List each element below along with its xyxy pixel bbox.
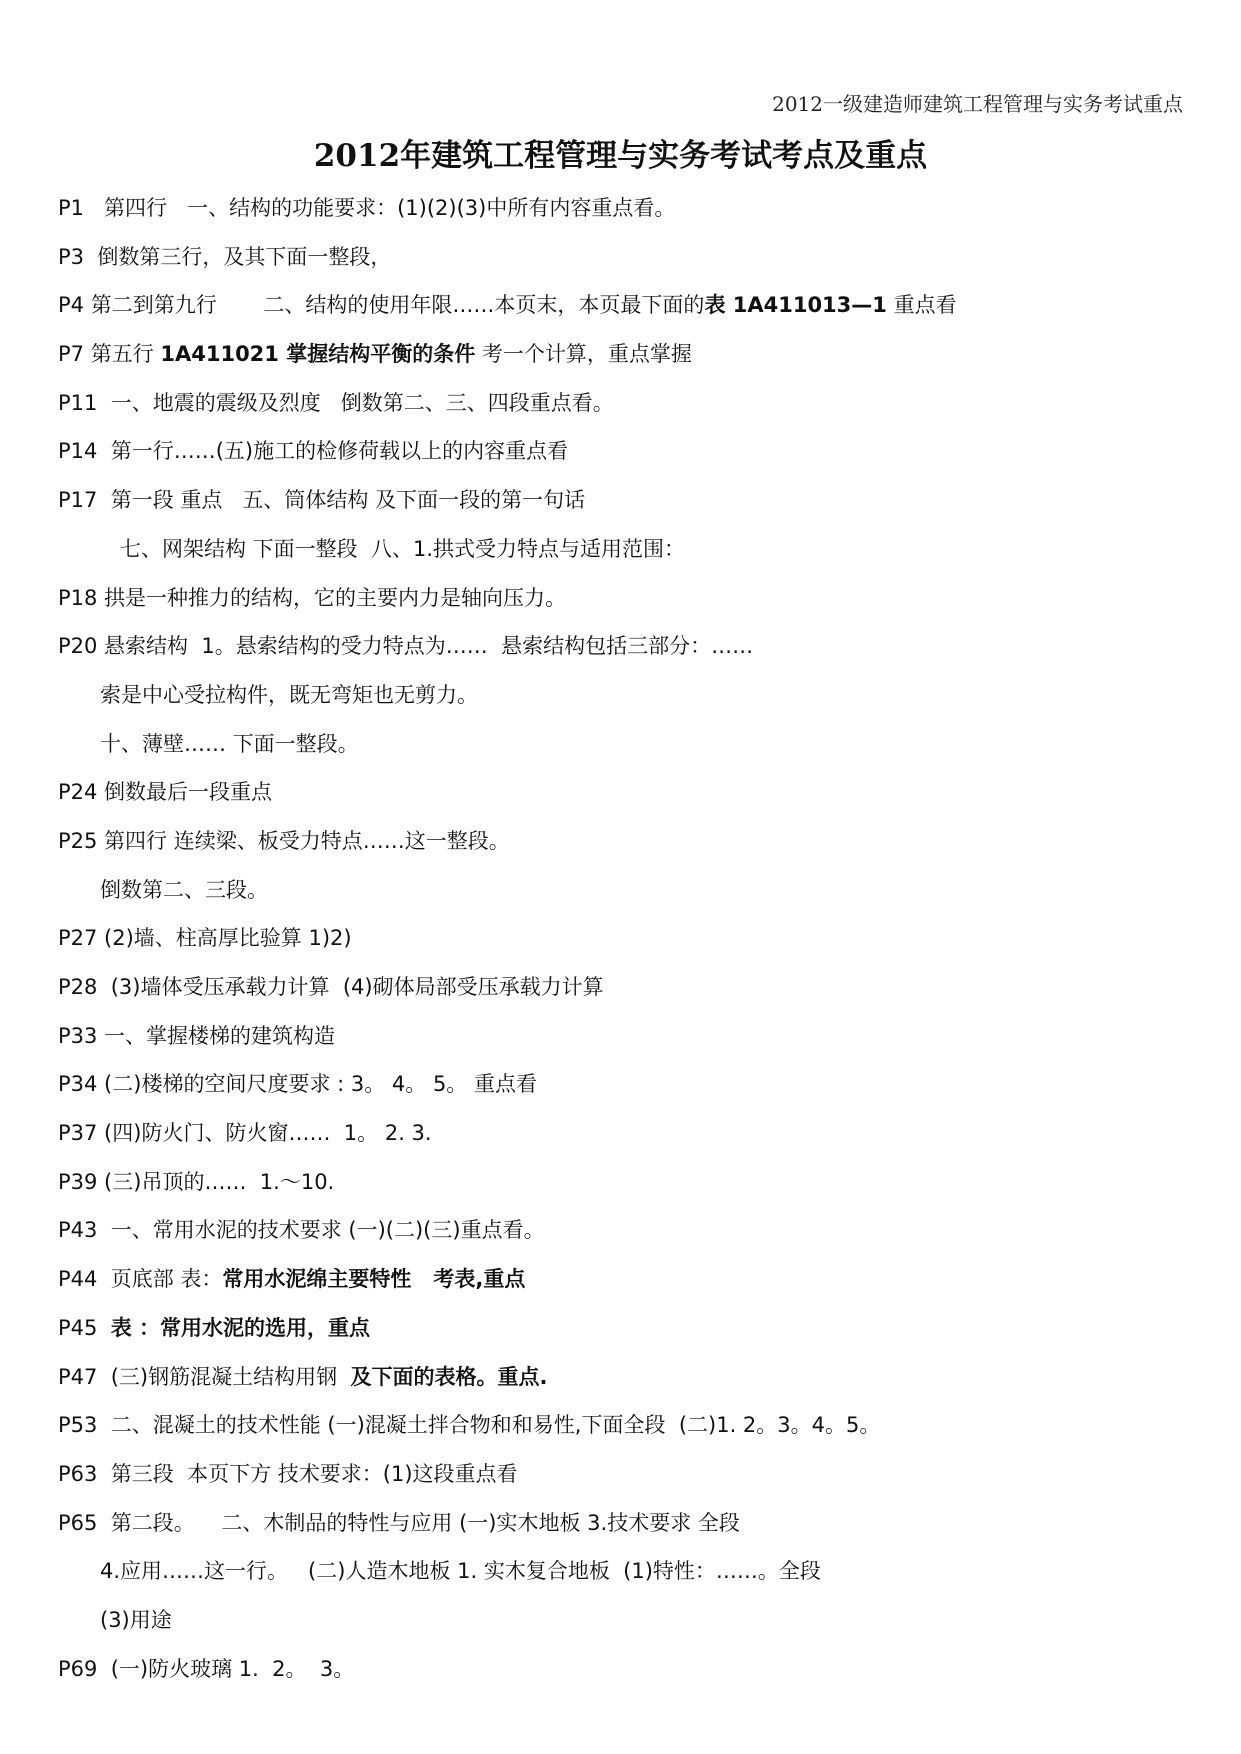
- note-line: [58, 334, 1188, 383]
- text-segment: P44 页底部 表：: [58, 1267, 223, 1292]
- text-segment: P24 倒数最后一段重点: [58, 780, 273, 805]
- bold-text-segment: 表 1A411013—1: [704, 293, 887, 318]
- text-segment: P43 一、常用水泥的技术要求 (一)(二)(三)重点看。: [58, 1218, 545, 1243]
- text-segment: P25 第四行 连续梁、板受力特点……这一整段。: [58, 828, 510, 853]
- note-line: [58, 285, 1188, 334]
- text-segment: 十、薄壁…… 下面一整段。: [100, 731, 359, 756]
- text-segment: P47 (三)钢筋混凝土结构用钢: [58, 1364, 351, 1389]
- text-segment: P11 一、地震的震级及烈度 倒数第二、三、四段重点看。: [58, 390, 614, 415]
- text-segment: P14 第一行……(五)施工的检修荷载以上的内容重点看: [58, 439, 569, 464]
- text-segment: P39 (三)吊顶的…… 1.～10.: [58, 1169, 335, 1194]
- text-segment: P69 (一)防火玻璃 1. 2。 3。: [58, 1656, 355, 1681]
- text-segment: P3 倒数第三行，及其下面一整段，: [58, 244, 392, 269]
- bold-text-segment: 常用水泥绵主要特性 考表,重点: [222, 1267, 526, 1292]
- note-line: [58, 1162, 1188, 1211]
- text-segment: P53 二、混凝土的技术性能 (一)混凝土拌合物和和易性,下面全段 (二)1. 2。3。4。5。: [58, 1413, 881, 1438]
- bold-text-segment: 及下面的表格。重点.: [350, 1364, 548, 1389]
- note-line: [58, 383, 1188, 432]
- text-segment: P34 (二)楼梯的空间尺度要求 : 3。 4。 5。 重点看: [58, 1072, 537, 1097]
- text-segment: P45: [58, 1315, 111, 1340]
- note-line: [58, 1551, 1188, 1600]
- document-title: 2012年建筑工程管理与实务考试考点及重点: [313, 138, 928, 174]
- note-line: [58, 1649, 1188, 1698]
- text-segment: 4.应用……这一行。 (二)人造木地板 1. 实木复合地板 (1)特性：……。全段: [100, 1559, 821, 1584]
- note-line: [58, 1210, 1188, 1259]
- text-segment: P7 第五行: [58, 342, 161, 367]
- note-line: [58, 1357, 1188, 1406]
- note-line: [58, 1016, 1188, 1065]
- note-line: [58, 1113, 1188, 1162]
- note-line: [58, 1259, 1188, 1308]
- text-segment: P4 第二到第九行 二、结构的使用年限……本页末，本页最下面的: [58, 293, 705, 318]
- note-line: [58, 967, 1188, 1016]
- text-segment: P28 (3)墙体受压承载力计算 (4)砌体局部受压承载力计算: [58, 975, 604, 999]
- text-segment: 索是中心受拉构件，既无弯矩也无剪力。: [100, 682, 478, 707]
- note-line: [58, 626, 1188, 675]
- note-line: [58, 480, 1188, 529]
- note-line: [58, 1600, 1188, 1649]
- text-segment: 七、网架结构 下面一整段 八、1.拱式受力特点与适用范围：: [120, 536, 686, 561]
- text-segment: P33 一、掌握楼梯的建筑构造: [58, 1023, 336, 1048]
- note-line: [58, 237, 1188, 286]
- note-line: [58, 870, 1188, 919]
- note-line: [58, 1503, 1188, 1552]
- text-segment: 重点看: [886, 293, 957, 318]
- text-segment: P1 第四行 一、结构的功能要求：(1)(2)(3)中所有内容重点看。: [58, 196, 676, 220]
- bold-text-segment: 1A411021 掌握结构平衡的条件: [160, 342, 476, 367]
- text-segment: P17 第一段 重点 五、筒体结构 及下面一段的第一句话: [58, 488, 586, 513]
- text-segment: P20 悬索结构 1。悬索结构的受力特点为…… 悬索结构包括三部分：……: [58, 634, 754, 659]
- text-segment: P65 第二段。 二、木制品的特性与应用 (一)实木地板 3.技术要求 全段: [58, 1510, 740, 1535]
- text-segment: P37 (四)防火门、防火窗…… 1。 2. 3.: [58, 1121, 432, 1146]
- running-header: 2012一级建造师建筑工程管理与实务考试重点: [772, 92, 1183, 116]
- note-line: [58, 675, 1188, 724]
- notes-list: [58, 188, 1188, 1697]
- text-segment: 倒数第二、三段。: [100, 877, 268, 902]
- note-line: [58, 821, 1188, 870]
- note-line: [58, 529, 1188, 578]
- note-line: [58, 1454, 1188, 1503]
- text-segment: P18 拱是一种推力的结构，它的主要内力是轴向压力。: [58, 585, 567, 610]
- bold-text-segment: 表 ：常用水泥的选用，重点: [110, 1315, 371, 1340]
- note-line: [58, 918, 1188, 967]
- note-line: [58, 724, 1188, 773]
- note-line: [58, 431, 1188, 480]
- text-segment: 考一个计算，重点掌握: [475, 342, 692, 367]
- note-line: [58, 1064, 1188, 1113]
- text-segment: P27 (2)墙、柱高厚比验算 1)2): [58, 926, 352, 951]
- note-line: [58, 1308, 1188, 1357]
- note-line: [58, 578, 1188, 627]
- text-segment: (3)用途: [100, 1607, 172, 1632]
- note-line: [58, 188, 1188, 237]
- note-line: [58, 772, 1188, 821]
- text-segment: P63 第三段 本页下方 技术要求：(1)这段重点看: [58, 1461, 518, 1486]
- note-line: [58, 1405, 1188, 1454]
